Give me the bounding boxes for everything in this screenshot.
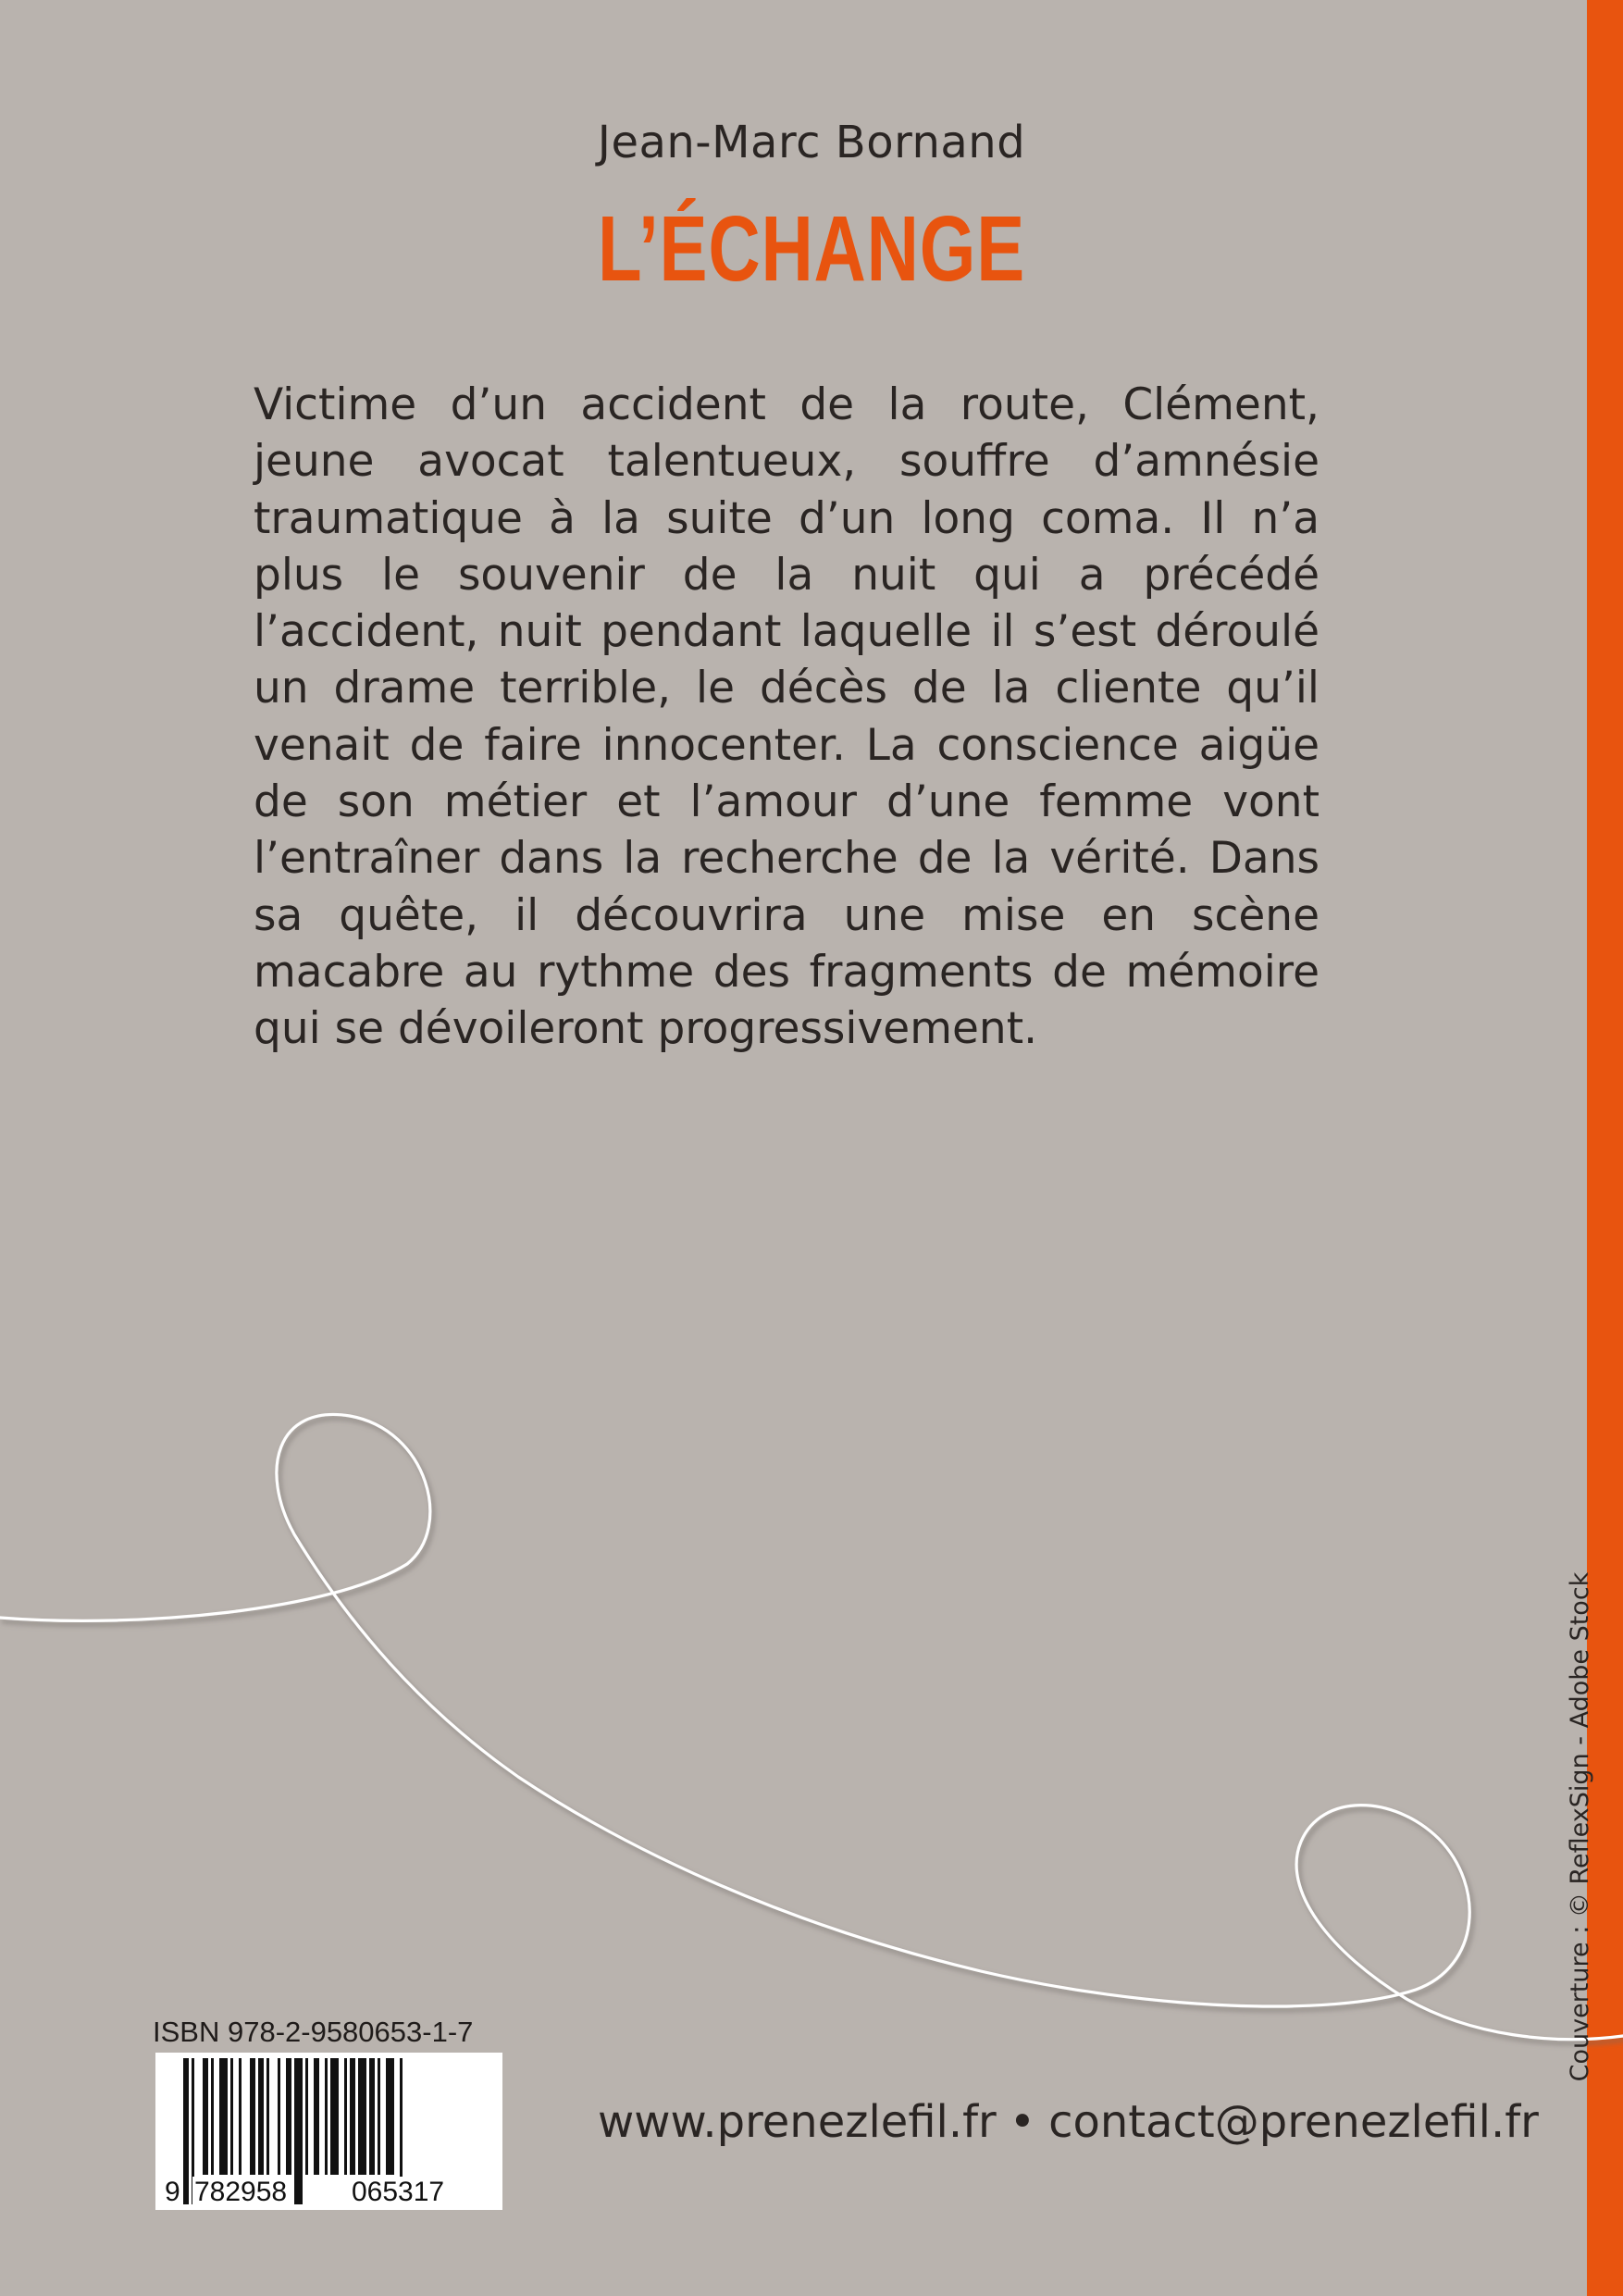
contact-line	[598, 2096, 1539, 2148]
barcode-bar	[278, 2058, 280, 2175]
barcode-bar	[369, 2058, 375, 2175]
barcode-digits-right: 065317	[352, 2177, 445, 2207]
barcode-bar	[258, 2058, 264, 2175]
website-link[interactable]: www.prenezlefil.fr	[598, 2096, 997, 2148]
barcode-digits	[155, 2177, 502, 2208]
barcode-bar	[286, 2058, 291, 2175]
barcode-bar	[330, 2058, 339, 2175]
blurb-text: Victime d’un accident de la route, Clément, jeune avocat talentueux, souffre d’amnésie traumatique à la suite d’un long coma. Il n’a plus le souvenir de la nuit qui a précédé l’accident, nuit pendant laquelle il s’est déroulé un drame terrible, le décès de la cliente qu’il venait de faire innocenter. La conscience aigüe de son métier et l’amour d’une femme vont l’entraîner dans la recherche de la vérité. Dans sa quête, il découvrira une mise en scène macabre au rythme des fragments de mémoire qui se dévoileront progressivement.	[254, 379, 1319, 1055]
barcode-bar	[266, 2058, 269, 2175]
isbn-barcode	[155, 2053, 502, 2210]
barcode-bar	[230, 2058, 233, 2175]
barcode-digits-left: 782958	[194, 2177, 288, 2207]
barcode-bar	[239, 2058, 242, 2175]
barcode-bar	[344, 2058, 347, 2175]
email-link[interactable]: contact@prenezlefil.fr	[1048, 2096, 1539, 2148]
barcode-bar	[305, 2058, 308, 2175]
barcode-bar	[250, 2058, 255, 2175]
barcode-bar	[378, 2058, 380, 2175]
barcode-bar	[325, 2058, 328, 2175]
book-title: L’ÉCHANGE	[597, 197, 1026, 301]
isbn-label: ISBN 978-2-9580653-1-7	[153, 2016, 474, 2048]
barcode-bar	[386, 2058, 394, 2175]
barcode-bar	[358, 2058, 366, 2175]
barcode-bar	[203, 2058, 208, 2175]
bullet-separator: •	[1009, 2096, 1036, 2148]
barcode-digit-first: 9	[165, 2177, 180, 2207]
barcode-bar	[350, 2058, 355, 2175]
author-name: Jean-Marc Bornand	[597, 117, 1026, 168]
barcode-bar	[314, 2058, 319, 2175]
barcode-bar	[211, 2058, 214, 2175]
barcode-bar	[219, 2058, 228, 2175]
cover-credit: Couverture : © ReflexSign - Adobe Stock	[1566, 1571, 1594, 2082]
